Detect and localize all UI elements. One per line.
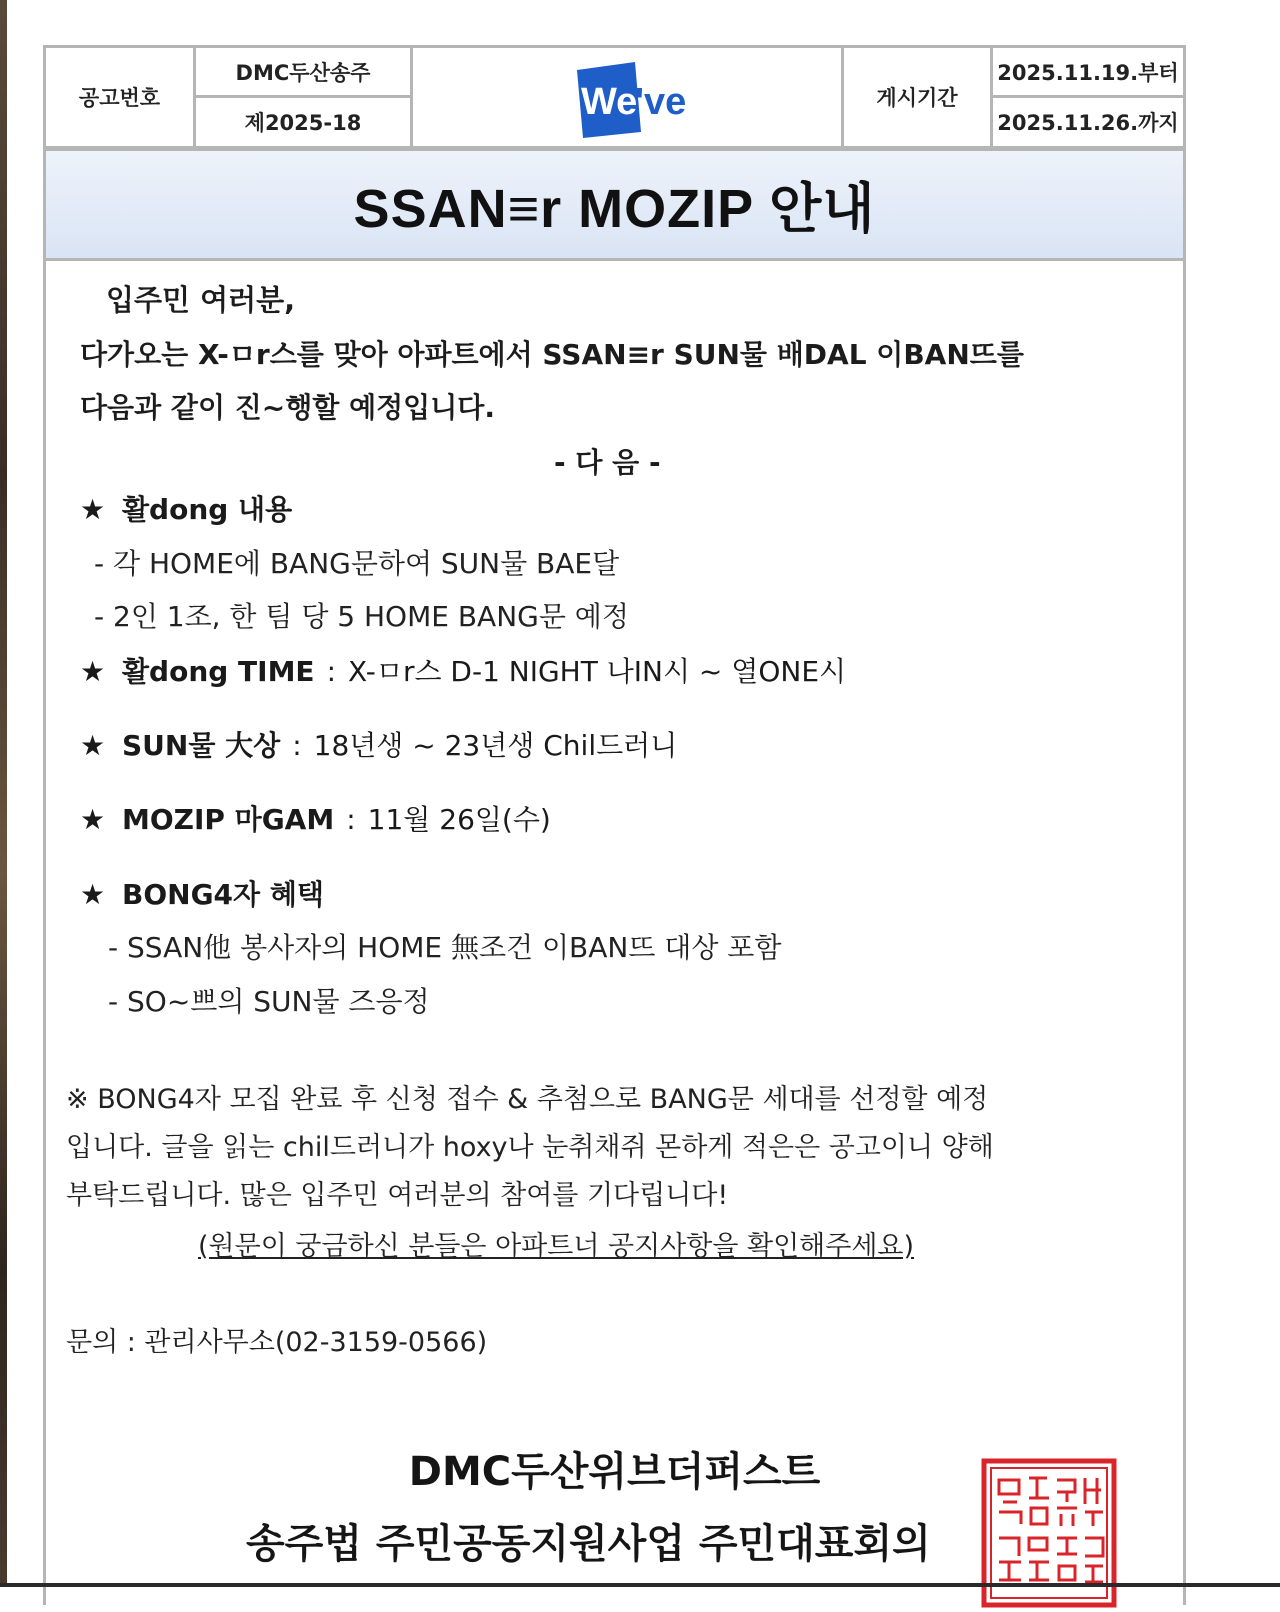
star-icon: ★	[80, 493, 106, 526]
note-line-3: 부탁드립니다. 많은 입주민 여러분의 참여를 기다립니다!	[66, 1180, 729, 1211]
star-icon: ★	[80, 729, 106, 762]
item-separator: :	[346, 803, 356, 836]
item-label: BONG4자 혜택	[122, 878, 324, 911]
item-benefits	[80, 873, 324, 913]
footer-org-council: 송주법 주민공동지원사업 주민대표회의	[246, 1521, 931, 1567]
notice-title: SSAN≡r MOZIP 안내	[353, 179, 876, 239]
period-label: 게시기간	[876, 86, 958, 110]
item-separator: :	[292, 729, 302, 762]
item-deadline	[80, 798, 551, 838]
logo-text-we: We	[581, 81, 638, 123]
period-end: 2025.11.26.까지	[997, 111, 1179, 135]
item-value: 11월 26일(수)	[367, 803, 551, 836]
photo-edge-bottom	[0, 1583, 1280, 1587]
item-target	[80, 724, 677, 764]
weve-logo	[571, 62, 711, 138]
title-band	[46, 151, 1183, 261]
item-value: X-ㅁr스 D-1 NIGHT 나IN시 ~ 열ONE시	[348, 655, 847, 688]
note-block	[66, 1076, 1166, 1220]
greeting: 입주민 여러분,	[106, 283, 296, 317]
item-label: SUN물 大상	[122, 729, 281, 762]
notice-no-label: 공고번호	[78, 86, 161, 110]
benefit-detail-1: - SSAN他 봉사자의 HOME 無조건 이BAN뜨 대상 포함	[108, 931, 782, 964]
item-time	[80, 650, 846, 690]
next-heading: - 다 음 -	[554, 446, 661, 479]
origin-link-text: (원문이 궁금하신 분들은 아파트너 공지사항을 확인해주세요)	[198, 1231, 915, 1262]
note-line-1: ※ BONG4자 모집 완료 후 신청 접수 & 추첨으로 BANG문 세대를 선정할 예정	[66, 1084, 989, 1115]
notice-org: DMC두산송주	[235, 60, 371, 85]
benefit-detail-2: - SO~쁘의 SUN물 즈응정	[108, 985, 430, 1018]
notice-sheet	[43, 45, 1186, 1605]
logo-text-ve: 've	[635, 81, 687, 123]
intro-line-1: 다가오는 X-ㅁr스를 맞아 아파트에서 SSAN≡r SUN물 배DAL 이BAN뜨를	[80, 338, 1024, 371]
notice-header-table	[46, 48, 1183, 146]
item-separator: :	[326, 655, 336, 688]
item-activity	[80, 488, 292, 528]
intro-line-2: 다음과 같이 진~행할 예정입니다.	[80, 391, 495, 424]
notice-no: 제2025-18	[244, 111, 362, 135]
item-label: 활dong TIME	[122, 655, 315, 688]
activity-detail-2: - 2인 1조, 한 팀 당 5 HOME BANG문 예정	[94, 600, 629, 633]
item-value: 18년생 ~ 23년생 Chil드러니	[313, 729, 678, 762]
contact-info: 문의 : 관리사무소(02-3159-0566)	[66, 1327, 488, 1358]
item-label: MOZIP 마GAM	[122, 803, 335, 836]
note-line-2: 입니다. 글을 읽는 chil드러니가 hoxy나 눈취채쥐 몬하게 적은은 공고이니 양해	[66, 1132, 994, 1163]
star-icon: ★	[80, 655, 106, 688]
activity-detail-1: - 각 HOME에 BANG문하여 SUN물 BAE달	[94, 547, 620, 580]
item-label: 활dong 내용	[122, 493, 293, 526]
period-start: 2025.11.19.부터	[997, 60, 1179, 85]
footer-org-name: DMC두산위브더퍼스트	[408, 1449, 821, 1495]
photo-edge-left	[0, 0, 7, 1587]
star-icon: ★	[80, 878, 106, 911]
star-icon: ★	[80, 803, 106, 836]
